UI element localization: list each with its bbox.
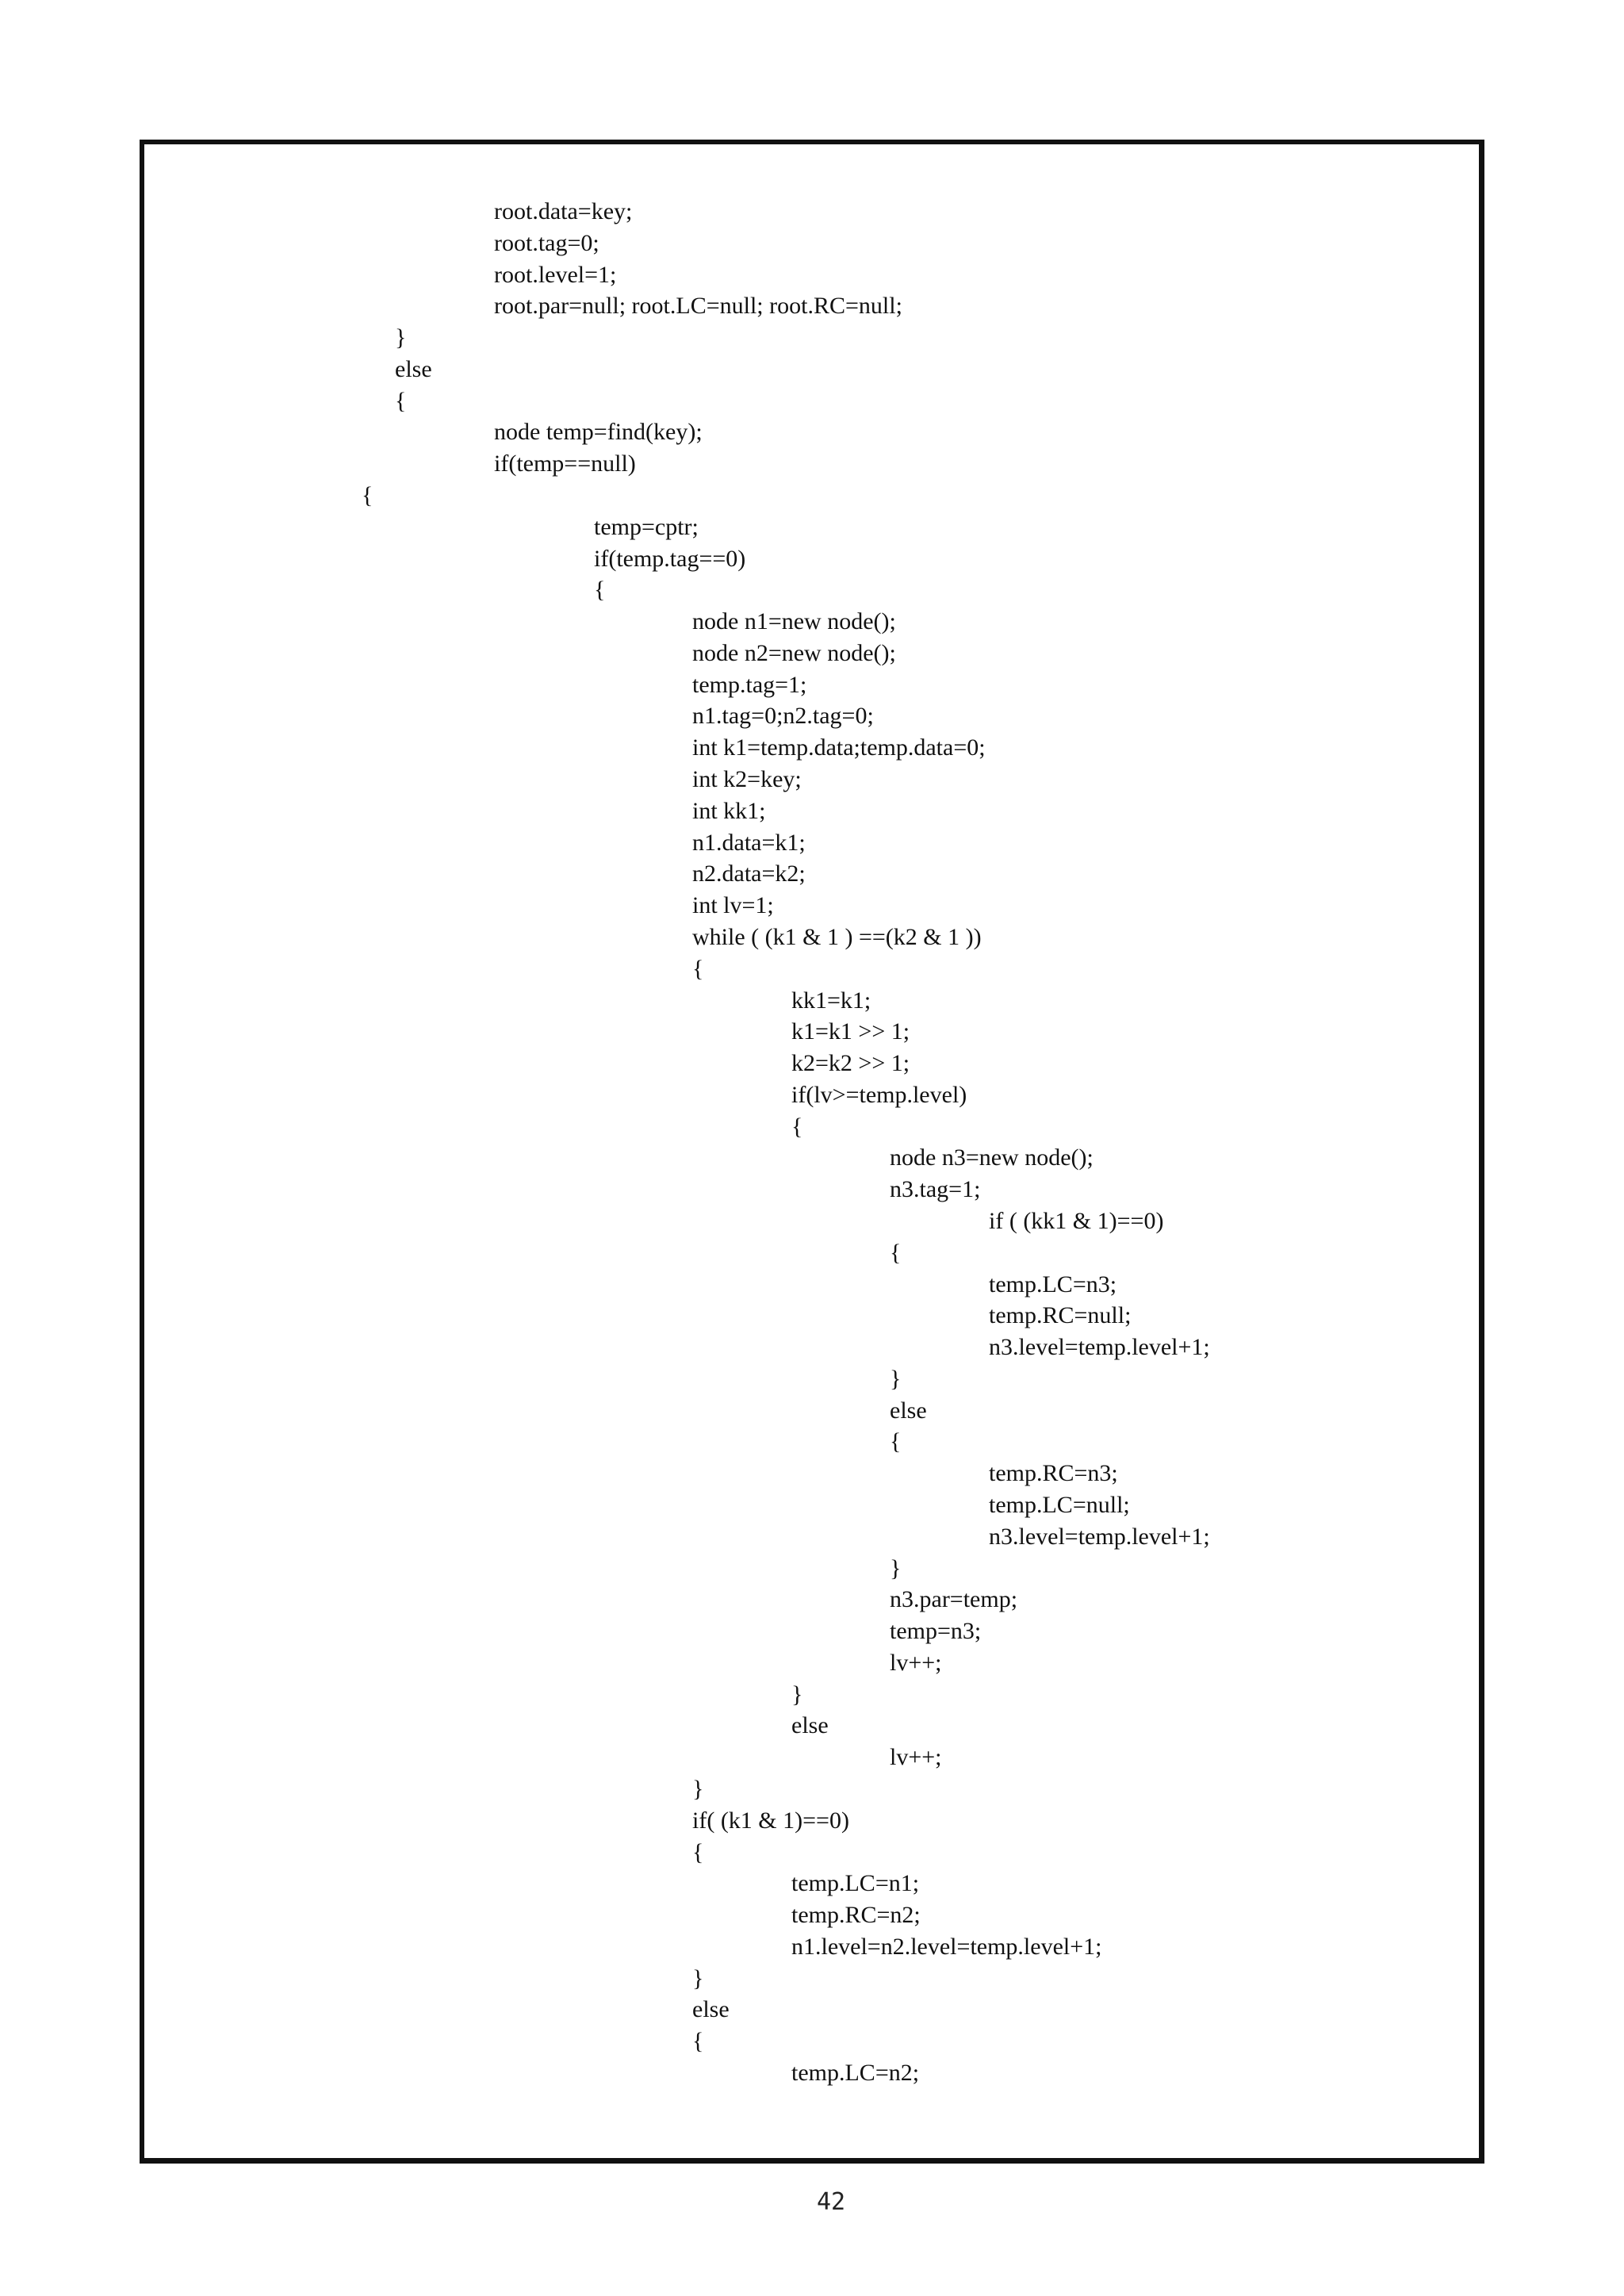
code-line: n1.tag=0;n2.tag=0; [692,703,874,730]
code-line: { [890,1239,902,1266]
code-line: } [395,324,407,351]
code-line: temp=n3; [890,1618,982,1645]
code-line: temp.tag=1; [692,671,807,698]
code-line: n1.data=k1; [692,829,806,856]
code-line: { [594,577,606,604]
code-line: n3.level=temp.level+1; [989,1523,1210,1550]
code-line: { [395,387,407,414]
code-line: temp.LC=null; [989,1491,1130,1518]
code-line: if(lv>=temp.level) [791,1081,967,1108]
code-line: int k1=temp.data;temp.data=0; [692,734,986,761]
code-line: node n1=new node(); [692,608,896,635]
code-line: kk1=k1; [791,987,871,1014]
code-line: if(temp==null) [494,450,636,477]
code-line: root.level=1; [494,261,617,288]
code-line: else [692,1996,730,2023]
code-line: int kk1; [692,797,766,824]
code-line: { [890,1428,902,1455]
code-line: temp.LC=n3; [989,1271,1117,1297]
code-line: temp.RC=null; [989,1302,1132,1329]
code-line: } [692,1776,704,1802]
code-line: node temp=find(key); [494,419,703,446]
code-line: } [692,1964,704,1991]
code-line: k1=k1 >> 1; [791,1018,910,1045]
code-line: { [692,955,704,982]
code-line: node n2=new node(); [692,639,896,666]
code-line: n1.level=n2.level=temp.level+1; [791,1933,1102,1960]
code-line: while ( (k1 & 1 ) ==(k2 & 1 )) [692,923,982,950]
code-line: root.data=key; [494,198,633,224]
code-line: temp=cptr; [594,513,699,540]
code-line: else [395,355,432,382]
code-line: n3.par=temp; [890,1586,1018,1613]
code-line: node n3=new node(); [890,1144,1094,1171]
code-line: temp.RC=n3; [989,1460,1118,1487]
code-line: lv++; [890,1649,942,1676]
code-line: int lv=1; [692,892,774,919]
code-line: n3.tag=1; [890,1176,981,1203]
code-line: lv++; [890,1744,942,1771]
code-line: root.tag=0; [494,229,599,256]
code-line: temp.RC=n2; [791,1902,921,1929]
code-line: n3.level=temp.level+1; [989,1334,1210,1361]
code-line: else [890,1397,927,1424]
code-line: int k2=key; [692,766,802,793]
code-line: temp.LC=n1; [791,1870,920,1897]
code-line: if( (k1 & 1)==0) [692,1807,849,1834]
page-frame [140,140,1484,2164]
code-line: else [791,1712,829,1739]
code-line: } [890,1554,902,1581]
code-line: temp.LC=n2; [791,2060,920,2087]
page-number: 42 [816,2188,846,2216]
code-line: { [692,2028,704,2055]
code-line: } [791,1681,803,1708]
code-line: if(temp.tag==0) [594,545,746,572]
code-line: { [362,482,373,509]
code-line: { [692,1838,704,1865]
code-line: k2=k2 >> 1; [791,1050,910,1077]
code-line: { [791,1113,803,1140]
code-line: n2.data=k2; [692,861,806,887]
code-line: root.par=null; root.LC=null; root.RC=null; [494,293,902,320]
code-line: } [890,1365,902,1392]
code-line: if ( (kk1 & 1)==0) [989,1207,1164,1234]
